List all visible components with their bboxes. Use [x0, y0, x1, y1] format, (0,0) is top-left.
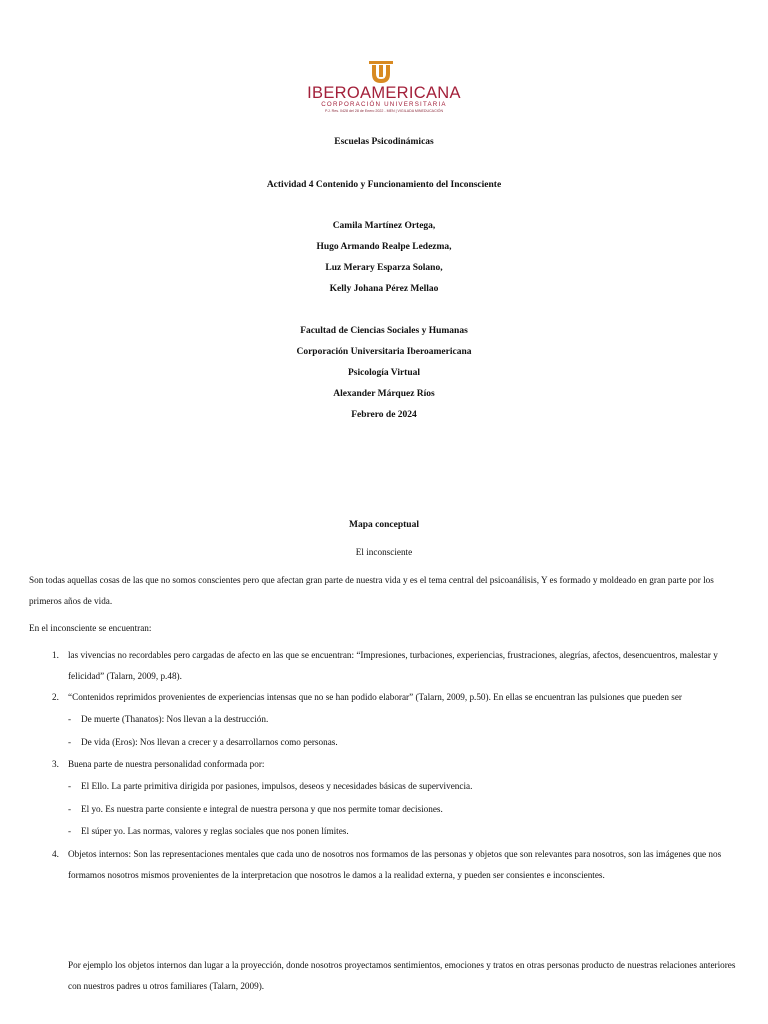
list-item-text: Objetos internos: Son las representaciones mentales que cada uno de nosotros nos formamos de las personas y objetos que son relevantes para nosotros, son las imágenes que nos — [68, 849, 722, 859]
intro-paragraph-line: primeros años de vida. — [29, 596, 113, 606]
example-paragraph-line: con nuestros padres u otros familiares (Talarn, 2009). — [68, 981, 265, 991]
list-item-text: las vivencias no recordables pero cargadas de afecto en las que se encuentran: “Impresiones, turbaciones, experiencias, frustraciones, alegrías, afectos, desencuentros, malestar y — [68, 650, 718, 660]
section-subheading: El inconsciente — [355, 547, 413, 557]
sub-bullet-text: De muerte (Thanatos): Nos llevan a la destrucción. — [81, 714, 269, 724]
program-name: Psicología Virtual — [347, 368, 421, 378]
logo-legal-text: P.J. Res. 0428 del 28 de Enero 2022 - MEN | VIGILADA MINEDUCACIÓN — [324, 109, 444, 113]
sub-bullet-text: De vida (Eros): Nos llevan a crecer y a desarrollarnos como personas. — [81, 737, 338, 747]
faculty-name: Facultad de Ciencias Sociales y Humanas — [300, 326, 468, 336]
found-in-label: En el inconsciente se encuentran: — [29, 623, 152, 633]
sub-bullet-dash: - — [68, 714, 72, 724]
author-name: Luz Merary Esparza Solano, — [325, 263, 443, 273]
sub-bullet-text: El yo. Es nuestra parte consiente e integral de nuestra persona y que nos permite tomar decisiones. — [81, 804, 443, 814]
logo-subtitle: CORPORACIÓN UNIVERSITARIA — [321, 101, 447, 108]
list-number: 4. — [52, 849, 59, 859]
teacher-name: Alexander Márquez Ríos — [333, 389, 435, 399]
logo-wordmark: IBEROAMERICANA — [307, 84, 461, 102]
list-item-text: Buena parte de nuestra personalidad conformada por: — [68, 759, 265, 769]
list-item-text: felicidad” (Talarn, 2009, p.48). — [68, 671, 182, 681]
sub-bullet-text: El Ello. La parte primitiva dirigida por pasiones, impulsos, deseos y necesidades básicas de supervivencia. — [81, 781, 473, 791]
sub-bullet-text: El súper yo. Las normas, valores y reglas sociales que nos ponen límites. — [81, 826, 349, 836]
iberoamericana-emblem-icon — [368, 61, 394, 85]
author-name: Camila Martínez Ortega, — [332, 221, 436, 231]
submission-date: Febrero de 2024 — [351, 410, 417, 420]
intro-paragraph-line: Son todas aquellas cosas de las que no somos conscientes pero que afectan gran parte de nuestra vida y es el tema central del psicoanálisis, Y es formado y moldeado en gran parte por los — [29, 575, 714, 585]
sub-bullet-dash: - — [68, 804, 72, 814]
list-number: 2. — [52, 692, 59, 702]
list-item-text: “Contenidos reprimidos provenientes de experiencias intensas que no se han podido elaborar” (Talarn, 2009, p.50). En ellas se encuentran las pulsiones que pueden ser — [68, 692, 682, 702]
section-heading: Mapa conceptual — [349, 520, 419, 530]
author-name: Hugo Armando Realpe Ledezma, — [316, 242, 452, 252]
institution-name: Corporación Universitaria Iberoamericana — [296, 347, 472, 357]
sub-bullet-dash: - — [68, 781, 72, 791]
list-item-text: formamos nosotros mismos provenientes de la interpretacion que nosotros le damos a la realidad externa, y pueden ser consientes e inconscientes. — [68, 870, 605, 880]
activity-title: Actividad 4 Contenido y Funcionamiento del Inconsciente — [266, 180, 502, 190]
author-name: Kelly Johana Pérez Mellao — [329, 284, 439, 294]
sub-bullet-dash: - — [68, 826, 72, 836]
sub-bullet-dash: - — [68, 737, 72, 747]
list-number: 1. — [52, 650, 59, 660]
course-title: Escuelas Psicodinámicas — [334, 137, 434, 147]
example-paragraph-line: Por ejemplo los objetos internos dan lugar a la proyección, donde nosotros proyectamos sentimientos, emociones y tratos en otras personas producto de nuestras relaciones anteriores — [68, 960, 736, 970]
list-number: 3. — [52, 759, 59, 769]
